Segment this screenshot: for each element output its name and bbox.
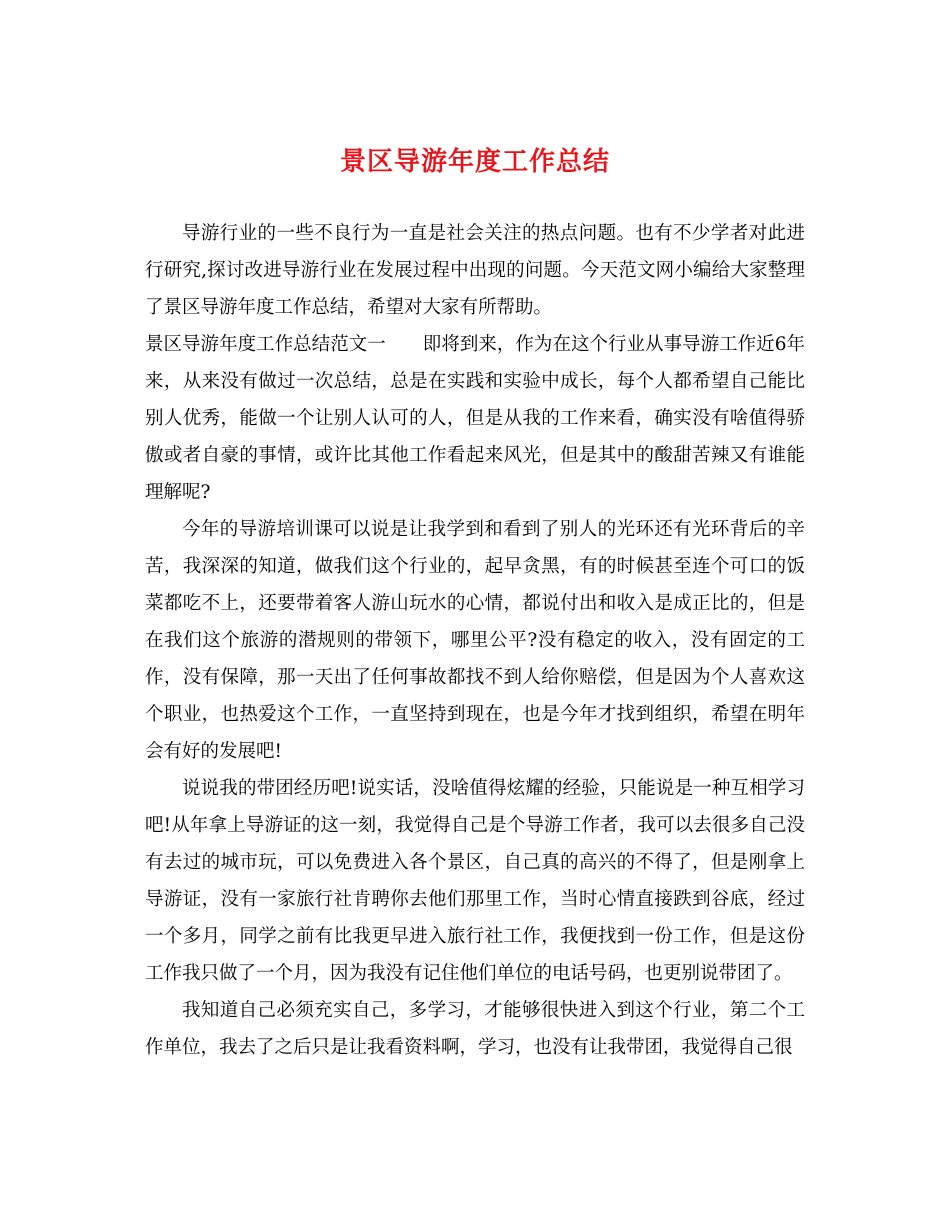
document-body [145,215,805,1066]
paragraph-intro: 导游行业的一些不良行为一直是社会关注的热点问题。也有不少学者对此进行研究,探讨改进导游行业在发展过程中出现的问题。今天范文网小编给大家整理了景区导游年度工作总结，希望对大家有所帮助。 [145,223,805,318]
paragraph-self-improvement: 我知道自己必须充实自己，多学习，才能够很快进入到这个行业，第二个工作单位，我去了之后只是让我看资料啊，学习，也没有让我带团，我觉得自己很 [145,1000,805,1058]
paragraph-tour-experience: 说说我的带团经历吧!说实话，没啥值得炫耀的经验，只能说是一种互相学习吧!从年拿上导游证的这一刻，我觉得自己是个导游工作者，我可以去很多自己没有去过的城市玩，可以免费进入各个景区，自己真的高兴的不得了，但是刚拿上导游证，没有一家旅行社肯聘你去他们那里工作，当时心情直接跌到谷底，经过一个多月，同学之前有比我更早进入旅行社工作，我便找到一份工作，但是这份工作我只做了一个月，因为我没有记住他们单位的电话号码，也更别说带团了。 [145,778,805,984]
paragraph-training: 今年的导游培训课可以说是让我学到和看到了别人的光环还有光环背后的辛苦，我深深的知道，做我们这个行业的，起早贪黑，有的时候甚至连个可口的饭菜都吃不上，还要带着客人游山玩水的心情，都说付出和收入是成正比的，但是在我们这个旅游的潜规则的带领下，哪里公平?没有稳定的收入，没有固定的工作，没有保障，那一天出了任何事故都找不到人给你赔偿，但是因为个人喜欢这个职业，也热爱这个工作，一直坚持到现在，也是今年才找到组织，希望在明年会有好的发展吧! [145,519,805,762]
document-title: 景区导游年度工作总结 [339,147,610,177]
paragraph-sample-one: 景区导游年度工作总结范文一 即将到来，作为在这个行业从事导游工作近6年来，从来没有做过一次总结，总是在实践和实验中成长，每个人都希望自己能比别人优秀，能做一个让别人认可的人，但是从我的工作来看，确实没有啥值得骄傲或者自豪的事情，或许比其他工作看起来风光，但是其中的酸甜苦辣又有谁能理解呢? [145,334,805,503]
